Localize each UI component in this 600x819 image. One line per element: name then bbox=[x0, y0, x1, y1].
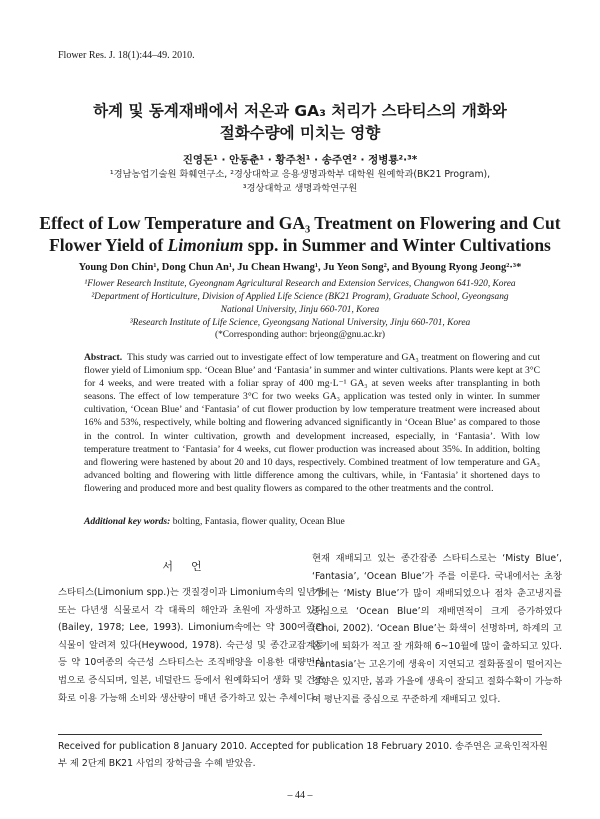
abstract bbox=[84, 351, 540, 495]
english-title-line-1: Effect of Low Temperature and GA₃ Treatment on Flowering and Cut bbox=[39, 213, 561, 233]
body-right-column: 현재 재배되고 있는 종간잡종 스타티스로는 ‘Misty Blue’, ‘Fantasia’, ‘Ocean Blue’가 주를 이룬다. 국내에서는 초창기에는 ‘Misty Blue’가 많이 재배되었으나 점차 춘고냉지를 중심으로 ‘Ocean Blue’의 재배면적이 크게 증가하였다(Choi, 2002). ‘Ocean Blue’는 화색이 선명하며, 하계의 고온기에 퇴화가 적고 잘 개화해 6~10월에 많이 출하되고 있다. ‘Fantasia’는 고온기에 생육이 지연되고 절화품질이 떨어지는 경향은 있지만, 봄과 가을에 생육이 잘되고 절화수확이 가능하여 평난지를 중심으로 꾸준하게 재배되고 있다. bbox=[312, 553, 562, 705]
abstract-text: This study was carried out to investigate effect of low temperature and GA₃ treatment on flowering and cut flower yield of Limonium spp. ‘Ocean Blue’ and ‘Fantasia’ in summer and winter cultivations. Plants were kept at 3°C for 4 weeks, and were treated with a foliar spray of 400 mg·L⁻¹ GA₃ at seven weeks after transplanting in both seasons. The effect of low temperature 3°C for two weeks GA₃ application was tested only in winter. In summer cultivation, ‘Ocean Blue’ and ‘Fantasia’ of cut flower production by low temperature treatment were increased about 16% and 53%, respectively, while bolting and flowering advanced significantly in ‘Ocean Blue’ as compared to those in the control. In winter cultivation, growth and development increased, especially, in ‘Fantasia’. With low temperature treatment to ‘Fantasia’ for 4 weeks, cut flower production was increased about 35%. In addition, bolting and flowering were hastened by about 20 and 10 days, respectively. Combined treatment of low temperature and GA₃ advanced bolting and flowering with little difference among the cultivars, while, in ‘Fantasia’ it shortened days to flowering and produced more and best quality flowers as compared to the other treatments and the control. bbox=[84, 352, 540, 494]
key-words-text: bolting, Fantasia, flower quality, Ocean Blue bbox=[170, 516, 345, 527]
english-title-line-2 bbox=[30, 234, 570, 256]
korean-title-line-1: 하계 및 동계재배에서 저온과 GA₃ 처리가 스타티스의 개화와 bbox=[93, 102, 507, 120]
abstract-label: Abstract. bbox=[84, 352, 123, 363]
korean-title bbox=[40, 100, 560, 144]
footnote-divider bbox=[58, 734, 542, 735]
english-title bbox=[30, 212, 570, 256]
page-number: – 44 – bbox=[287, 790, 313, 801]
genus-name: Limonium bbox=[167, 235, 244, 255]
korean-affiliations bbox=[40, 168, 560, 196]
key-words-label: Additional key words: bbox=[84, 516, 171, 527]
korean-title-line-2: 절화수량에 미치는 영향 bbox=[219, 124, 381, 142]
english-affiliation-2a: ²Department of Horticulture, Division of Applied Life Science (BK21 Program), Graduate School, Gyeongsang bbox=[91, 292, 509, 302]
korean-affiliation-line-1: ¹경남농업기술원 화훼연구소, ²경상대학교 응용생명과학부 대학원 원예학과(BK21 Program), bbox=[109, 169, 491, 180]
english-title-line-2-end: spp. in Summer and Winter Cultivations bbox=[243, 235, 551, 255]
body-left-column: 스타티스(Limonium spp.)는 갯질경이과 Limonium속의 일년생 또는 다년생 식물로서 각 대륙의 해안과 초원에 자생하고 있다(Bailey, 1978; Lee, 1993). Limonium속에는 약 300여종의 식물이 알려져 있다(Heywood, 1978). 숙근성 및 종간교잡계통 등 약 10여종의 숙근성 스타티스는 조직배양을 이용한 대량번식법으로 증식되며, 일본, 네덜란드 등에서 원예화되어 생화 및 건조화로 이용 가능해 소비와 생산량이 매년 증가하고 있는 추세이다. bbox=[58, 587, 324, 704]
korean-affiliation-line-2: ³경상대학교 생명과학연구원 bbox=[242, 183, 358, 194]
korean-authors: 진영돈¹ · 안동춘¹ · 황주천¹ · 송주연² · 정병룡²·³* bbox=[182, 154, 418, 166]
english-affiliation-3: ³Research Institute of Life Science, Gyeongsang National University, Jinju 660-701, Korea bbox=[129, 318, 471, 328]
english-authors: Young Don Chin¹, Dong Chun An¹, Ju Chean Hwang¹, Ju Yeon Song², and Byoung Ryong Jeong²·³* bbox=[78, 262, 522, 273]
received-footnote: Received for publication 8 January 2010. Accepted for publication 18 February 2010. 송주연은 교육인적자원부 제 2단계 BK21 사업의 장학금을 수혜 받았음. bbox=[58, 741, 548, 769]
english-affiliation-2b: National University, Jinju 660-701, Korea bbox=[220, 305, 380, 315]
english-affiliation-1: ¹Flower Research Institute, Gyeongnam Agricultural Research and Extension Services, Changwon 641-920, Korea bbox=[84, 279, 516, 289]
journal-citation: Flower Res. J. 18(1):44–49. 2010. bbox=[58, 50, 195, 61]
key-words bbox=[84, 516, 540, 527]
english-title-line-2-start: Flower Yield of bbox=[49, 235, 168, 255]
corresponding-author: (*Corresponding author: brjeong@gnu.ac.kr) bbox=[214, 330, 386, 340]
english-affiliations bbox=[30, 278, 570, 330]
section-heading-introduction: 서언 bbox=[162, 560, 220, 573]
